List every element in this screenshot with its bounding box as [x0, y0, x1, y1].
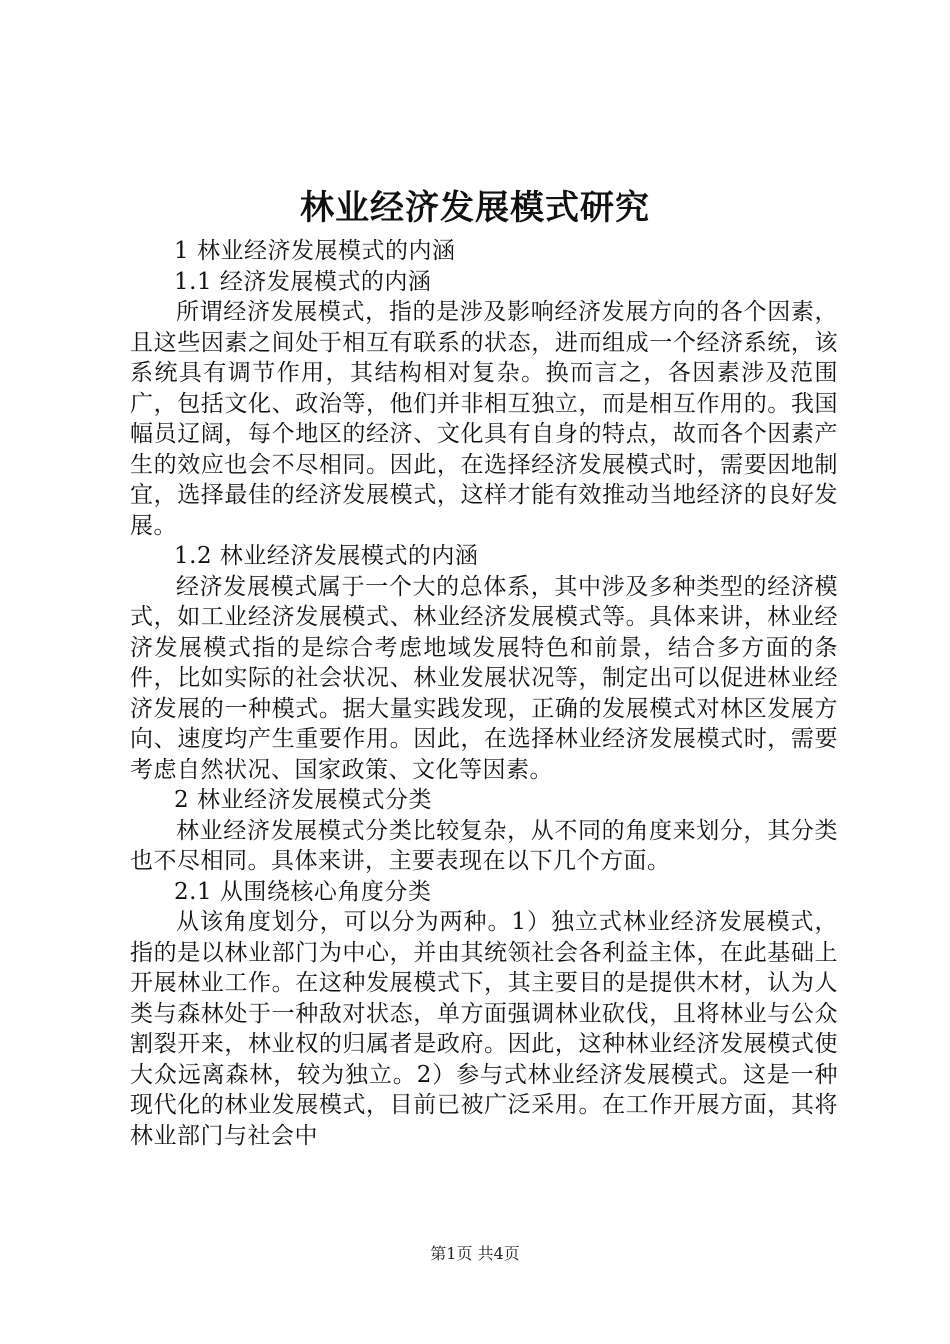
section-heading: 1 林业经济发展模式的内涵	[174, 238, 456, 264]
body-paragraph: 经济发展模式属于一个大的总体系，其中涉及多种类型的经济模式，如工业经济发展模式、林业经济发展模式等。具体来讲，林业经济发展模式指的是综合考虑地域发展特色和前景，结合多方面的条件，比如实际的社会状况、林业发展状况等，制定出可以促进林业经济发展的一种模式。据大量实践发现，正确的发展模式对林区发展方向、速度均产生重要作用。因此，在选择林业经济发展模式时，需要考虑自然状况、国家政策、文化等因素。	[130, 573, 838, 783]
document-body	[130, 236, 838, 1151]
section-heading: 2 林业经济发展模式分类	[174, 787, 432, 813]
document-title: 林业经济发展模式研究	[300, 188, 650, 228]
body-paragraph: 所谓经济发展模式，指的是涉及影响经济发展方向的各个因素，且这些因素之间处于相互有联系的状态，进而组成一个经济系统，该系统具有调节作用，其结构相对复杂。换而言之，各因素涉及范围广，包括文化、政治等，他们并非相互独立，而是相互作用的。我国幅员辽阔，每个地区的经济、文化具有自身的特点，故而各个因素产生的效应也会不尽相同。因此，在选择经济发展模式时，需要因地制宜，选择最佳的经济发展模式，这样才能有效推动当地经济的良好发展。	[130, 299, 838, 539]
body-paragraph: 从该角度划分，可以分为两种。1）独立式林业经济发展模式，指的是以林业部门为中心，并由其统领社会各利益主体，在此基础上开展林业工作。在这种发展模式下，其主要目的是提供木材，认为人类与森林处于一种敌对状态，单方面强调林业砍伐，且将林业与公众割裂开来，林业权的归属者是政府。因此，这种林业经济发展模式使大众远离森林，较为独立。2）参与式林业经济发展模式。这是一种现代化的林业发展模式，目前已被广泛采用。在工作开展方面，其将林业部门与社会中	[130, 909, 838, 1149]
page-number-footer: 第1页 共4页	[430, 1244, 520, 1263]
subsection-heading: 2.1 从围绕核心角度分类	[174, 878, 432, 905]
body-paragraph: 林业经济发展模式分类比较复杂，从不同的角度来划分，其分类也不尽相同。具体来讲，主要表现在以下几个方面。	[130, 817, 838, 874]
subsection-heading: 1.1 经济发展模式的内涵	[174, 268, 432, 295]
subsection-heading: 1.2 林业经济发展模式的内涵	[174, 543, 479, 569]
